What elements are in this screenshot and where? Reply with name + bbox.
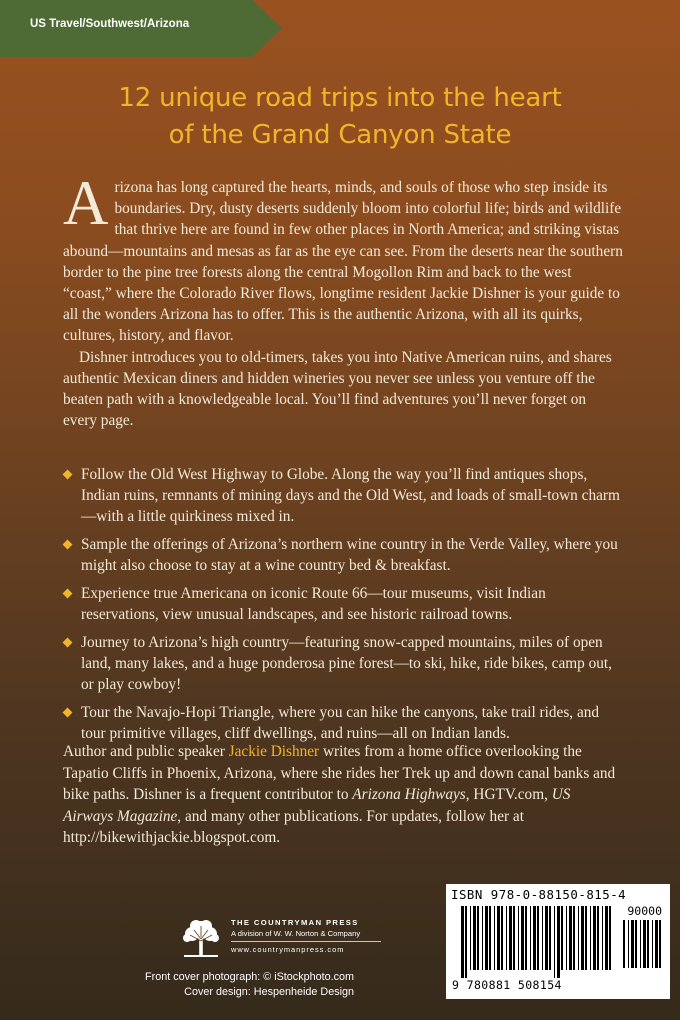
barcode-bar — [521, 906, 524, 970]
list-item-text: Tour the Navajo-Hopi Triangle, where you can hike the canyons, take trail rides, and tour primitive villages, cliff dwellings, and ruins—all on Indian lands. — [81, 704, 600, 743]
list-item-text: Experience true Americana on iconic Route 66—tour museums, visit Indian reservations, view unusual landscapes, and see historic railroad towns. — [81, 585, 546, 624]
list-item — [63, 702, 623, 744]
author-name: Jackie Dishner — [228, 743, 320, 760]
barcode-bar — [569, 906, 572, 970]
intro-paragraph-2: Dishner introduces you to old-timers, takes you into Native American ruins, and shares authentic Mexican diners and hidden wineries you never see unless you venture off the beaten path with a knowledgeable local. You’ll find adventures you’ll never forget on every page. — [63, 348, 612, 430]
diamond-bullet-icon — [63, 470, 73, 480]
barcode-bar — [578, 906, 579, 970]
barcode-bar — [473, 906, 476, 970]
barcode-bar — [533, 906, 536, 970]
barcode-bar — [581, 906, 584, 970]
barcode-bar — [557, 906, 560, 978]
barcode-bar — [509, 906, 512, 970]
barcode-bar — [545, 906, 548, 970]
price-code: 90000 — [627, 904, 662, 918]
barcode-bar — [643, 920, 646, 968]
barcode-bar — [530, 906, 531, 970]
photo-credit: Front cover photograph: © iStockphoto.com — [145, 971, 355, 983]
barcode-bar — [497, 906, 500, 970]
barcode-bar — [501, 906, 503, 970]
barcode-panel — [446, 884, 670, 999]
barcode-bar — [485, 906, 488, 970]
barcode-bar — [554, 906, 555, 978]
price-barcode — [622, 920, 662, 976]
publisher-divider — [231, 941, 381, 942]
list-item-text: Sample the offerings of Arizona’s northern wine country in the Verde Valley, where you might also choose to stay at a wine country bed & breakfast. — [81, 536, 618, 575]
ean-digits: 9 780881 508154 — [452, 978, 562, 992]
intro-text — [63, 168, 623, 431]
author-bio-lead: Author and public speaker — [63, 743, 229, 760]
barcode-bar — [609, 906, 611, 970]
design-credit: Cover design: Hespenheide Design — [184, 985, 355, 998]
barcode-bar — [585, 906, 587, 970]
list-item-text: Follow the Old West Highway to Globe. Along the way you’ll find antiques shops, Indian ruins, remnants of mining days and the Old West, and loads of small-town charm—with a little quirkiness mixed in. — [81, 466, 620, 526]
barcode-bar — [461, 906, 464, 978]
barcode-bar — [465, 906, 467, 978]
headline-line-2: of the Grand Canyon State — [168, 120, 512, 150]
barcode-bar — [635, 920, 637, 968]
barcode-bar — [566, 906, 567, 970]
barcode-bar — [647, 920, 649, 968]
tree-logo-icon — [178, 918, 224, 962]
barcode-bar — [525, 906, 527, 970]
barcode-bar — [518, 906, 519, 970]
barcode-bar — [605, 906, 608, 970]
publisher-url: www.countrymanpress.com — [231, 945, 345, 954]
barcode-bar — [494, 906, 495, 970]
author-bio-text-2: , HGTV.com, — [465, 786, 552, 804]
isbn-label: ISBN 978-0-88150-815-4 — [451, 887, 627, 902]
author-bio-text-1: writes from a home office overlooking the Tapatio Cliffs in Phoenix, Arizona, where she rides her Trek up and down canal banks and bike paths. Dishner is a frequent contributor to — [63, 743, 616, 804]
barcode-bar — [631, 920, 634, 968]
publisher-name: THE COUNTRYMAN PRESS — [231, 918, 359, 927]
list-item — [63, 632, 623, 696]
list-item — [63, 534, 623, 576]
headline-line-1: 12 unique road trips into the heart — [118, 83, 562, 113]
list-item-text: Journey to Arizona’s high country—featuring snow-capped mountains, miles of open land, many lakes, and a huge ponderosa pine forest—to ski, hike, ride bikes, camp out, or play cowboy! — [81, 633, 613, 694]
barcode-bar — [590, 906, 591, 970]
barcode-bar — [593, 906, 596, 970]
diamond-bullet-icon — [63, 540, 73, 550]
barcode-bar — [602, 906, 603, 970]
list-item — [63, 464, 623, 528]
barcode-bar — [652, 920, 653, 968]
ean-barcode — [460, 906, 612, 978]
author-bio-text-3: , and many other publications. For updates, follow her at http://bikewithjackie.blogspot.com. — [63, 807, 524, 847]
barcode-bar — [506, 906, 507, 970]
drop-cap: A — [63, 168, 109, 238]
barcode-bar — [597, 906, 599, 970]
barcode-bar — [477, 906, 479, 970]
barcode-bar — [573, 906, 575, 970]
barcode-bar — [659, 920, 661, 968]
barcode-bar — [561, 906, 563, 970]
barcode-bar — [640, 920, 641, 968]
barcode-bar — [623, 920, 625, 968]
publication-name: Arizona Highways — [352, 786, 466, 804]
author-bio — [63, 741, 623, 849]
barcode-bar — [482, 906, 483, 970]
cover-credits — [145, 970, 354, 1000]
barcode-bar — [537, 906, 539, 970]
barcode-bar — [542, 906, 543, 970]
list-item — [63, 583, 623, 625]
diamond-bullet-icon — [63, 708, 73, 718]
publisher-division: A division of W. W. Norton & Company — [231, 929, 361, 938]
barcode-bar — [513, 906, 515, 970]
highlights-list — [63, 464, 623, 751]
barcode-bar — [489, 906, 491, 970]
publisher-block — [231, 918, 381, 954]
barcode-bar — [470, 906, 471, 970]
category-label: US Travel/Southwest/Arizona — [30, 18, 190, 30]
publication-name: US Airways Magazine — [63, 786, 571, 825]
intro-paragraph-1 — [63, 168, 623, 347]
diamond-bullet-icon — [63, 637, 73, 647]
diamond-bullet-icon — [63, 589, 73, 599]
barcode-bar — [655, 920, 658, 968]
headline — [0, 80, 680, 154]
intro-paragraph-1-text: rizona has long captured the hearts, minds, and souls of those who step inside its boundaries. Dry, dusty deserts suddenly bloom into colorful life; birds and wildlife that thrive here are found in few other places in North America; and striking vistas abound—mountains and mesas as far as the eye can see. From the deserts near the southern border to the pine tree forests along the central Mogollon Rim and back to the west “coast,” where the Colorado River flows, longtime resident Jackie Dishner is your guide to all the wonders Arizona has to offer. This is the authentic Arizona, with all its quirks, cultures, history, and flavor. — [63, 179, 623, 345]
barcode-bar — [549, 906, 551, 970]
barcode-bar — [628, 920, 629, 968]
